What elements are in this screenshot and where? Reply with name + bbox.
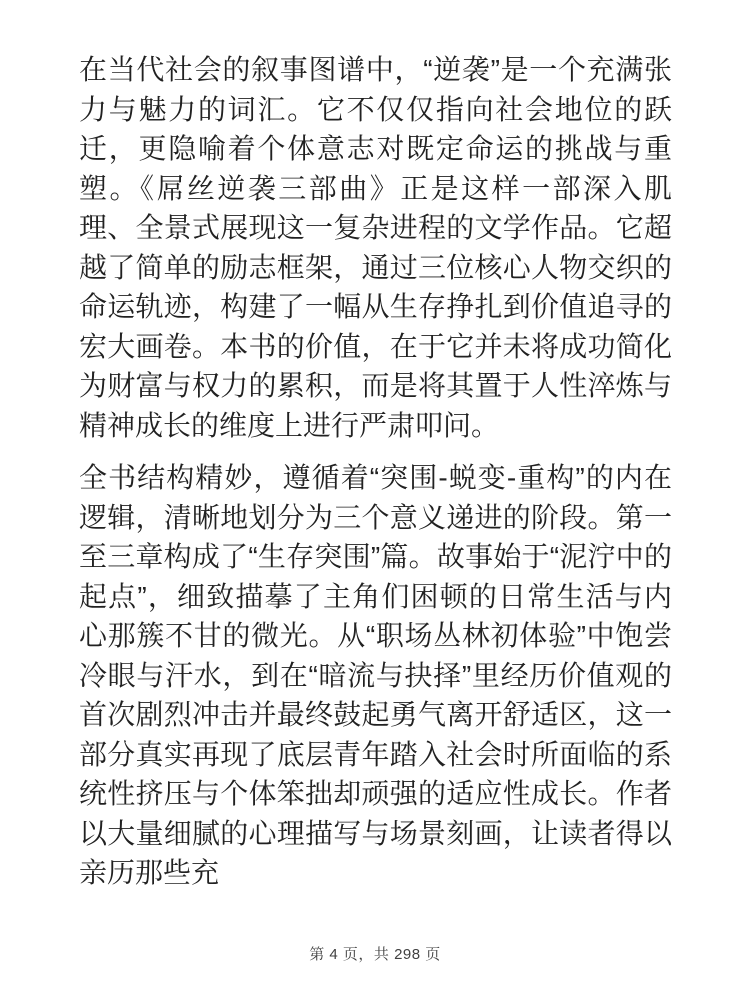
page-number-indicator: 第 4 页，共 298 页 (309, 946, 441, 963)
paragraph-intro: 在当代社会的叙事图谱中，“逆袭”是一个充满张力与魅力的词汇。它不仅仅指向社会地位的跃迁，更隐喻着个体意志对既定命运的挑战与重塑。《屌丝逆袭三部曲》正是这样一部深入肌理、全景式展现这一复杂进程的文学作品。它超越了简单的励志框架，通过三位核心人物交织的命运轨迹，构建了一幅从生存挣扎到价值追寻的宏大画卷。本书的价值，在于它并未将成功简化为财富与权力的累积，而是将其置于人性淬炼与精神成长的维度上进行严肃叩问。 (79, 54, 672, 441)
paragraph-structure: 全书结构精妙，遵循着“突围-蜕变-重构”的内在逻辑，清晰地划分为三个意义递进的阶段。第一至三章构成了“生存突围”篇。故事始于“泥泞中的起点”，细致描摹了主角们困顿的日常生活与内心那簇不甘的微光。从“职场丛林初体验”中饱尝冷眼与汗水，到在“暗流与抉择”里经历价值观的首次剧烈冲击并最终鼓起勇气离开舒适区，这一部分真实再现了底层青年踏入社会时所面临的系统性挤压与个体笨拙却顽强的适应性成长。作者以大量细腻的心理描写与场景刻画，让读者得以亲历那些充 (79, 462, 672, 888)
